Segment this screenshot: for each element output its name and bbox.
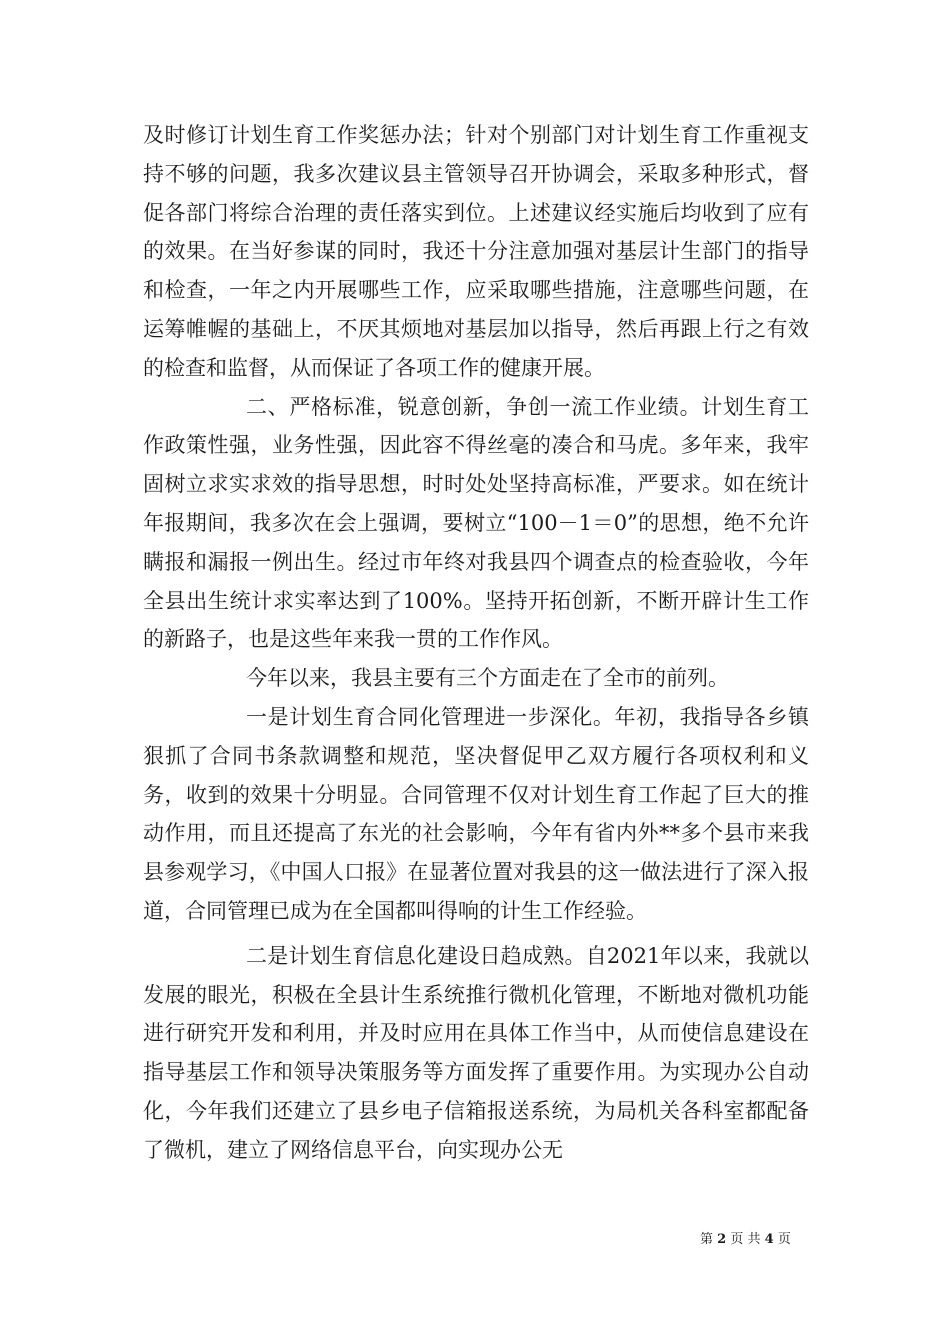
paragraph-2: 二、严格标准，锐意创新，争创一流工作业绩。计划生育工作政策性强，业务性强，因此容不得丝毫的凑合和马虎。多年来，我牢固树立求实求效的指导思想，时时处处坚持高标准，严要求。如在统计年报期间，我多次在会上强调，要树立“100－1＝0”的思想，绝不允许瞒报和漏报一例出生。经过市年终对我县四个调查点的检查验收，今年全县出生统计求实率达到了100%。坚持开拓创新，不断开辟计生工作的新路子，也是这些年来我一贯的工作作风。 (143, 394, 809, 652)
page-footer (700, 1232, 820, 1248)
body-text (143, 116, 809, 1170)
footer-total-pages: 4 (764, 1232, 774, 1247)
footer-prefix: 第 (700, 1232, 714, 1247)
paragraph-3: 今年以来，我县主要有三个方面走在了全市的前列。 (246, 666, 729, 691)
paragraph-1: 及时修订计划生育工作奖惩办法；针对个别部门对计划生育工作重视支持不够的问题，我多次建议县主管领导召开协调会，采取多种形式，督促各部门将综合治理的责任落实到位。上述建议经实施后均收到了应有的效果。在当好参谋的同时，我还十分注意加强对基层计生部门的指导和检查，一年之内开展哪些工作，应采取哪些措施，注意哪些问题，在运筹帷幄的基础上，不厌其烦地对基层加以指导，然后再跟上行之有效的检查和监督，从而保证了各项工作的健康开展。 (143, 123, 809, 380)
footer-middle: 页 共 (730, 1232, 761, 1247)
footer-page-number: 2 (717, 1232, 727, 1247)
paragraph-5: 二是计划生育信息化建设日趋成熟。自2021年以来，我就以发展的眼光，积极在全县计生系统推行微机化管理，不断地对微机功能进行研究开发和利用，并及时应用在具体工作当中，从而使信息建设在指导基层工作和领导决策服务等方面发挥了重要作用。为实现办公自动化，今年我们还建立了县乡电子信箱报送系统，为局机关各科室都配备了微机，建立了网络信息平台，向实现办公无 (143, 943, 809, 1162)
footer-suffix: 页 (777, 1232, 791, 1247)
paragraph-4: 一是计划生育合同化管理进一步深化。年初，我指导各乡镇狠抓了合同书条款调整和规范，坚决督促甲乙双方履行各项权利和义务，收到的效果十分明显。合同管理不仅对计划生育工作起了巨大的推动作用，而且还提高了东光的社会影响，今年有省内外**多个县市来我县参观学习，《中国人口报》在显著位置对我县的这一做法进行了深入报道，合同管理已成为在全国都叫得响的计生工作经验。 (143, 704, 809, 923)
